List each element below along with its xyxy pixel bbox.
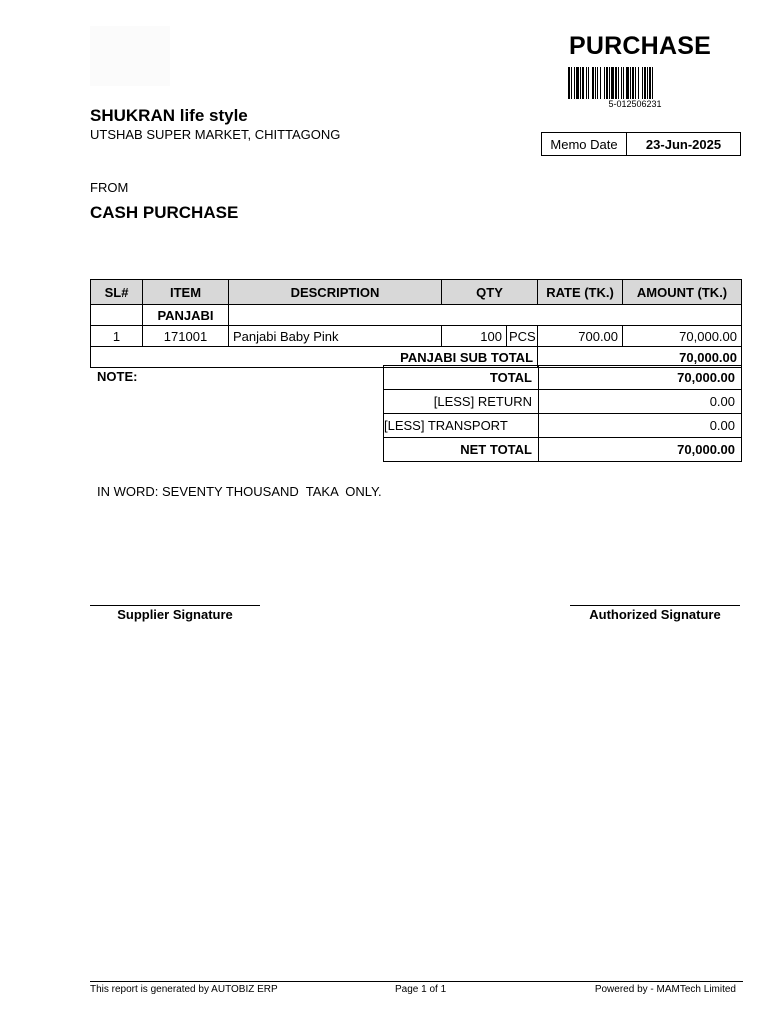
row-amount: 70,000.00 [623, 326, 742, 347]
row-sl: 1 [91, 326, 143, 347]
note-label: NOTE: [97, 369, 138, 384]
header-description: DESCRIPTION [229, 280, 442, 305]
authorized-signature-line [570, 605, 740, 606]
memo-date-value: 23-Jun-2025 [645, 136, 722, 152]
transport-label: [LESS] TRANSPORT [384, 414, 539, 438]
row-description: Panjabi Baby Pink [229, 326, 442, 347]
return-row [384, 390, 742, 414]
footer-divider [90, 981, 743, 982]
subtotal-value: 70,000.00 [538, 347, 742, 368]
return-value: 0.00 [539, 390, 742, 414]
row-item-code: 171001 [143, 326, 229, 347]
memo-date-box [541, 132, 741, 156]
table-row [91, 326, 742, 347]
net-total-label: NET TOTAL [384, 438, 539, 462]
row-unit: PCS [507, 326, 538, 347]
row-qty: 100 [442, 326, 507, 347]
row-rate: 700.00 [538, 326, 623, 347]
header-qty: QTY [442, 280, 538, 305]
return-label: [LESS] RETURN [384, 390, 539, 414]
net-total-value: 70,000.00 [539, 438, 742, 462]
transport-value: 0.00 [539, 414, 742, 438]
company-name: SHUKRAN life style [90, 106, 248, 125]
group-label: PANJABI [143, 305, 229, 326]
total-row [384, 366, 742, 390]
footer-page-number: Page 1 of 1 [395, 984, 447, 995]
net-total-row [384, 438, 742, 462]
supplier-signature-line [90, 605, 260, 606]
header-item: ITEM [143, 280, 229, 305]
subtotal-label: PANJABI SUB TOTAL [91, 347, 538, 368]
footer-generated-by: This report is generated by AUTOBIZ ERP [90, 984, 278, 995]
company-address: UTSHAB SUPER MARKET, CHITTAGONG [90, 127, 341, 142]
supplier-signature-label: Supplier Signature [117, 607, 233, 622]
amount-in-words: IN WORD: SEVENTY THOUSAND TAKA ONLY. [97, 484, 382, 499]
footer-powered-by: Powered by - MAMTech Limited [594, 984, 736, 995]
header-amount: AMOUNT (TK.) [623, 280, 742, 305]
company-logo [90, 26, 170, 86]
header-sl: SL# [91, 280, 143, 305]
document-title: PURCHASE [569, 32, 711, 60]
transport-row [384, 414, 742, 438]
memo-date-label: Memo Date [542, 133, 627, 155]
party-name: CASH PURCHASE [90, 203, 239, 222]
barcode-number: 5-012506231 [608, 99, 662, 109]
items-table [90, 279, 742, 368]
group-row [91, 305, 742, 326]
barcode [568, 67, 700, 99]
table-header-row [91, 280, 742, 305]
total-value: 70,000.00 [539, 366, 742, 390]
total-label: TOTAL [384, 366, 539, 390]
header-rate: RATE (TK.) [538, 280, 623, 305]
totals-table [383, 365, 742, 462]
authorized-signature-label: Authorized Signature [589, 607, 721, 622]
from-label: FROM [90, 180, 129, 195]
